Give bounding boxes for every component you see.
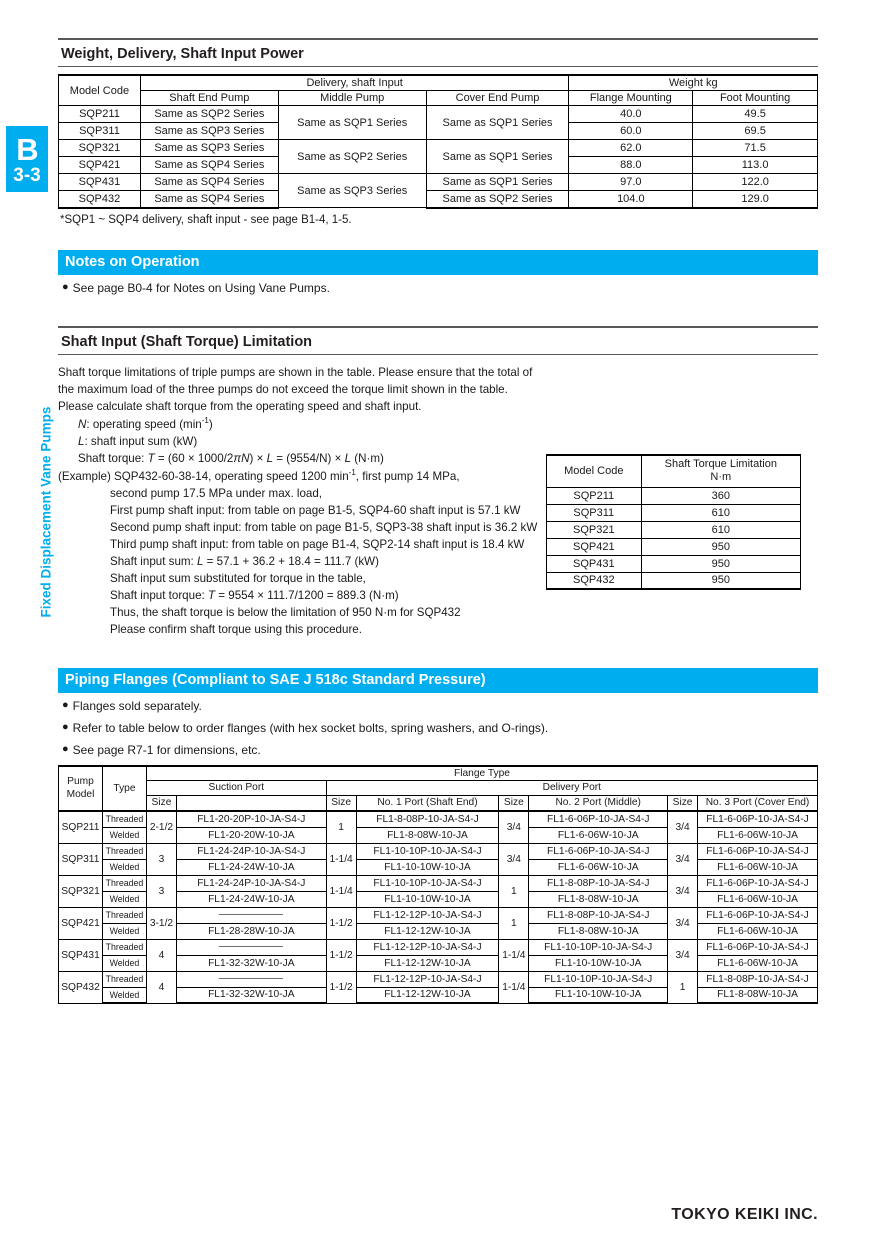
table-row — [59, 907, 818, 923]
cell-suction-size: 3-1/2 — [146, 907, 176, 939]
cell-port1-threaded: FL1-10-10P-10-JA-S4-J — [356, 843, 499, 859]
cell-port3-threaded: FL1-8-08P-10-JA-S4-J — [698, 971, 818, 987]
col-group-delivery-port: Delivery Port — [326, 780, 817, 795]
cell-port3-size: 3/4 — [668, 875, 698, 907]
col-header-shaft-end-pump: Shaft End Pump — [140, 91, 278, 106]
torque-example-line-9: Thus, the shaft torque is below the limitation of 950 N·m for SQP432 — [110, 606, 461, 620]
torque-example-line-2: second pump 17.5 MPa under max. load, — [110, 487, 323, 501]
flanges-bullet-1-text: Flanges sold separately. — [72, 699, 202, 714]
bullet-dot-icon: ● — [62, 720, 69, 733]
cell-port3-welded: FL1-6-06W-10-JA — [698, 859, 818, 875]
cell-port2-size: 3/4 — [499, 811, 529, 843]
col-header-port1: No. 1 Port (Shaft End) — [356, 795, 499, 811]
cell-suction-threaded-none — [176, 939, 326, 955]
cell-shaft-end: Same as SQP3 Series — [140, 140, 278, 157]
table-row — [59, 191, 818, 208]
cell-flange-weight: 60.0 — [569, 123, 693, 140]
cell-torque-limit: 610 — [641, 521, 800, 538]
cell-foot-weight: 49.5 — [693, 106, 818, 123]
not-available-dash-icon — [219, 946, 283, 947]
cell-port3-threaded: FL1-6-06P-10-JA-S4-J — [698, 811, 818, 827]
cell-flange-weight: 97.0 — [569, 174, 693, 191]
cell-shaft-end: Same as SQP4 Series — [140, 191, 278, 208]
cell-port2-size: 1 — [499, 907, 529, 939]
cell-torque-limit: 610 — [641, 504, 800, 521]
footer-company-name: TOKYO KEIKI INC. — [671, 1206, 818, 1223]
table-row — [59, 140, 818, 157]
table-row — [59, 106, 818, 123]
torque-example-line-8: Shaft input torque: T = 9554 × 111.7/1200 = 889.3 (N·m) — [110, 589, 399, 603]
cell-port3-threaded: FL1-6-06P-10-JA-S4-J — [698, 939, 818, 955]
table-row — [59, 939, 818, 955]
col-group-delivery: Delivery, shaft Input — [140, 75, 569, 91]
cell-pump-model: SQP311 — [59, 843, 103, 875]
cell-suction-welded: FL1-24-24W-10-JA — [176, 891, 326, 907]
cell-flange-weight: 88.0 — [569, 157, 693, 174]
bullet-dot-icon: ● — [62, 742, 69, 755]
cell-port2-size: 1-1/4 — [499, 971, 529, 1003]
flanges-bullet-2-text: Refer to table below to order flanges (with hex socket bolts, spring washers, and O-rings). — [72, 720, 549, 735]
table-row — [547, 555, 801, 572]
cell-type-threaded: Threaded — [102, 907, 146, 923]
sidebar-vertical-label-wrap — [14, 200, 54, 618]
cell-suction-threaded-none — [176, 907, 326, 923]
cell-cover-end-pump: Same as SQP1 Series — [426, 106, 569, 140]
cell-port2-welded: FL1-10-10W-10-JA — [529, 987, 668, 1003]
cell-suction-size: 4 — [146, 939, 176, 971]
notes-bullet-1-text: See page B0-4 for Notes on Using Vane Pumps. — [72, 280, 330, 295]
chapter-tab-letter: B — [16, 131, 38, 167]
cell-port1-threaded: FL1-12-12P-10-JA-S4-J — [356, 907, 499, 923]
cell-type-welded: Welded — [102, 987, 146, 1003]
cell-port3-size: 1 — [668, 971, 698, 1003]
cell-type-threaded: Threaded — [102, 843, 146, 859]
cell-port3-size: 3/4 — [668, 811, 698, 843]
cell-model: SQP421 — [59, 157, 141, 174]
section-title-torque: Shaft Input (Shaft Torque) Limitation — [58, 326, 818, 355]
cell-suction-size: 3 — [146, 875, 176, 907]
col-header-port3: No. 3 Port (Cover End) — [698, 795, 818, 811]
cell-type-welded: Welded — [102, 955, 146, 971]
torque-example-line-7: Shaft input sum substituted for torque in the table, — [110, 572, 366, 586]
cell-middle-pump: Same as SQP2 Series — [278, 140, 426, 174]
cell-shaft-end: Same as SQP4 Series — [140, 157, 278, 174]
col-group-weight: Weight kg — [569, 75, 818, 91]
cell-port1-welded: FL1-12-12W-10-JA — [356, 987, 499, 1003]
cell-suction-threaded: FL1-24-24P-10-JA-S4-J — [176, 843, 326, 859]
cell-model: SQP211 — [59, 106, 141, 123]
cell-middle-pump: Same as SQP1 Series — [278, 106, 426, 140]
cell-port2-threaded: FL1-10-10P-10-JA-S4-J — [529, 971, 668, 987]
table-row — [59, 875, 818, 891]
weight-delivery-table — [58, 74, 818, 209]
cell-pump-model: SQP211 — [59, 811, 103, 843]
cell-middle-pump: Same as SQP3 Series — [278, 174, 426, 208]
table-row — [59, 174, 818, 191]
col-header-model-code: Model Code — [59, 75, 141, 106]
cell-port1-size: 1-1/4 — [326, 875, 356, 907]
bullet-dot-icon: ● — [62, 280, 69, 293]
cell-type-welded: Welded — [102, 891, 146, 907]
section-title-weight: Weight, Delivery, Shaft Input Power — [58, 38, 818, 67]
table-row — [547, 572, 801, 589]
table-row — [59, 811, 818, 827]
bullet-dot-icon: ● — [62, 699, 69, 712]
cell-foot-weight: 71.5 — [693, 140, 818, 157]
cell-pump-model: SQP421 — [59, 907, 103, 939]
cell-suction-size: 2-1/2 — [146, 811, 176, 843]
cell-model: SQP431 — [547, 555, 642, 572]
col-header-suction-size: Size — [146, 795, 176, 811]
cell-port2-threaded: FL1-6-06P-10-JA-S4-J — [529, 843, 668, 859]
not-available-dash-icon — [219, 978, 283, 979]
torque-example-line-4: Second pump shaft input: from table on page B1-5, SQP3-38 shaft input is 36.2 kW — [110, 521, 538, 535]
torque-example-line-5: Third pump shaft input: from table on page B1-4, SQP2-14 shaft input is 18.4 kW — [110, 538, 525, 552]
piping-flange-table — [58, 765, 818, 1004]
cell-suction-welded: FL1-24-24W-10-JA — [176, 859, 326, 875]
cell-model: SQP321 — [59, 140, 141, 157]
cell-cover-end-pump: Same as SQP1 Series — [426, 140, 569, 174]
col-header-port3-size: Size — [668, 795, 698, 811]
flanges-bullet-1 — [62, 699, 818, 715]
table-row — [547, 538, 801, 555]
cell-port3-threaded: FL1-6-06P-10-JA-S4-J — [698, 843, 818, 859]
cell-type-threaded: Threaded — [102, 939, 146, 955]
col-header-flange-mounting: Flange Mounting — [569, 91, 693, 106]
cell-suction-threaded-none — [176, 971, 326, 987]
chapter-tab — [6, 126, 48, 192]
cell-torque-limit: 950 — [641, 555, 800, 572]
cell-suction-welded: FL1-32-32W-10-JA — [176, 987, 326, 1003]
cell-foot-weight: 122.0 — [693, 174, 818, 191]
table-row — [547, 487, 801, 504]
col-header-cover-end-pump: Cover End Pump — [426, 91, 569, 106]
cell-type-welded: Welded — [102, 923, 146, 939]
cell-cover-end-pump: Same as SQP2 Series — [426, 191, 569, 208]
shaft-torque-limitation-table — [546, 454, 801, 590]
cell-port2-size: 1 — [499, 875, 529, 907]
cell-suction-welded: FL1-20-20W-10-JA — [176, 827, 326, 843]
torque-paragraph-1: Shaft torque limitations of triple pumps are shown in the table. Please ensure that the total of the maximum load of the three pumps do not exceed the torque limit shown in the table. Please calculate shaft torque from the operating speed and shaft input. — [58, 366, 533, 414]
weight-table-footnote: *SQP1 ~ SQP4 delivery, shaft input - see page B1-4, 1-5. — [60, 213, 352, 226]
cell-port2-welded: FL1-8-08W-10-JA — [529, 923, 668, 939]
cell-model: SQP432 — [547, 572, 642, 589]
table-row — [547, 504, 801, 521]
cell-type-welded: Welded — [102, 859, 146, 875]
cell-port2-threaded: FL1-8-08P-10-JA-S4-J — [529, 875, 668, 891]
cell-port3-welded: FL1-6-06W-10-JA — [698, 923, 818, 939]
cell-model: SQP311 — [59, 123, 141, 140]
torque-def-n: N: operating speed $(\min^{-1})$ — [78, 416, 213, 432]
cell-flange-weight: 104.0 — [569, 191, 693, 208]
cell-port2-threaded: FL1-10-10P-10-JA-S4-J — [529, 939, 668, 955]
section-title-notes: Notes on Operation — [58, 250, 818, 275]
cell-suction-threaded: FL1-20-20P-10-JA-S4-J — [176, 811, 326, 827]
cell-type-threaded: Threaded — [102, 875, 146, 891]
cell-port3-welded: FL1-8-08W-10-JA — [698, 987, 818, 1003]
cell-model: SQP311 — [547, 504, 642, 521]
cell-port3-welded: FL1-6-06W-10-JA — [698, 955, 818, 971]
cell-torque-limit: 950 — [641, 572, 800, 589]
cell-model: SQP321 — [547, 521, 642, 538]
cell-port2-size: 3/4 — [499, 843, 529, 875]
col-header-torque-limit — [641, 455, 800, 487]
cell-port2-welded: FL1-10-10W-10-JA — [529, 955, 668, 971]
torque-example-line-10: Please confirm shaft torque using this procedure. — [110, 623, 362, 637]
cell-port2-welded: FL1-8-08W-10-JA — [529, 891, 668, 907]
cell-port1-welded: FL1-10-10W-10-JA — [356, 859, 499, 875]
cell-shaft-end: Same as SQP2 Series — [140, 106, 278, 123]
torque-def-l: L: shaft input sum (kW) — [78, 435, 198, 449]
cell-port1-threaded: FL1-10-10P-10-JA-S4-J — [356, 875, 499, 891]
cell-port1-size: 1-1/2 — [326, 971, 356, 1003]
cell-port1-welded: FL1-10-10W-10-JA — [356, 891, 499, 907]
table-row — [59, 843, 818, 859]
cell-torque-limit: 360 — [641, 487, 800, 504]
cell-port1-size: 1 — [326, 811, 356, 843]
torque-example-line-1: (Example) SQP432-60-38-14, operating speed 1200 $\min^{-1}$, first pump 14 MPa, — [58, 468, 460, 483]
cell-pump-model: SQP431 — [59, 939, 103, 971]
torque-formula: Shaft torque: T = (60 × 1000/2πN) × L = (9554/N) × L (N·m) — [78, 452, 384, 466]
col-header-torque-limit-line2: N·m — [710, 471, 732, 484]
cell-model: SQP211 — [547, 487, 642, 504]
torque-explanation-body — [58, 364, 543, 638]
cell-foot-weight: 113.0 — [693, 157, 818, 174]
col-header-type: Type — [102, 766, 146, 811]
cell-type-threaded: Threaded — [102, 971, 146, 987]
cell-port3-size: 3/4 — [668, 843, 698, 875]
flanges-bullet-3 — [62, 743, 818, 759]
cell-type-threaded: Threaded — [102, 811, 146, 827]
cell-port1-threaded: FL1-12-12P-10-JA-S4-J — [356, 971, 499, 987]
cell-port3-welded: FL1-6-06W-10-JA — [698, 891, 818, 907]
cell-port1-welded: FL1-8-08W-10-JA — [356, 827, 499, 843]
cell-pump-model: SQP321 — [59, 875, 103, 907]
col-group-flange-type: Flange Type — [146, 766, 817, 780]
cell-port1-size: 1-1/4 — [326, 843, 356, 875]
flanges-bullet-3-text: See page R7-1 for dimensions, etc. — [72, 742, 261, 757]
cell-port1-size: 1-1/2 — [326, 907, 356, 939]
cell-port2-size: 1-1/4 — [499, 939, 529, 971]
cell-shaft-end: Same as SQP4 Series — [140, 174, 278, 191]
cell-suction-welded: FL1-28-28W-10-JA — [176, 923, 326, 939]
notes-bullet-1 — [62, 281, 818, 297]
cell-suction-threaded: FL1-24-24P-10-JA-S4-J — [176, 875, 326, 891]
cell-model: SQP421 — [547, 538, 642, 555]
section-title-flanges: Piping Flanges (Compliant to SAE J 518c Standard Pressure) — [58, 668, 818, 693]
col-header-torque-limit-line1: Shaft Torque Limitation — [664, 457, 777, 470]
cell-flange-weight: 40.0 — [569, 106, 693, 123]
col-header-port2-size: Size — [499, 795, 529, 811]
cell-foot-weight: 69.5 — [693, 123, 818, 140]
cell-port1-size: 1-1/2 — [326, 939, 356, 971]
cell-port1-threaded: FL1-8-08P-10-JA-S4-J — [356, 811, 499, 827]
cell-foot-weight: 129.0 — [693, 191, 818, 208]
cell-shaft-end: Same as SQP3 Series — [140, 123, 278, 140]
torque-example-line-3: First pump shaft input: from table on page B1-5, SQP4-60 shaft input is 57.1 kW — [110, 504, 521, 518]
page-content — [58, 0, 818, 1004]
cell-suction-size: 4 — [146, 971, 176, 1003]
col-header-pump-model: Pump Model — [59, 766, 103, 811]
cell-port3-threaded: FL1-6-06P-10-JA-S4-J — [698, 907, 818, 923]
cell-port3-size: 3/4 — [668, 939, 698, 971]
col-header-port1-size: Size — [326, 795, 356, 811]
chapter-tab-number: 3-3 — [13, 164, 41, 186]
cell-type-welded: Welded — [102, 827, 146, 843]
cell-port1-welded: FL1-12-12W-10-JA — [356, 923, 499, 939]
table-row — [59, 971, 818, 987]
cell-model: SQP432 — [59, 191, 141, 208]
cell-torque-limit: 950 — [641, 538, 800, 555]
cell-port2-threaded: FL1-6-06P-10-JA-S4-J — [529, 811, 668, 827]
cell-port2-threaded: FL1-8-08P-10-JA-S4-J — [529, 907, 668, 923]
cell-suction-welded: FL1-32-32W-10-JA — [176, 955, 326, 971]
sidebar-vertical-label: Fixed Displacement Vane Pumps — [38, 406, 54, 618]
col-header-port2: No. 2 Port (Middle) — [529, 795, 668, 811]
cell-model: SQP431 — [59, 174, 141, 191]
torque-example-line-6: Shaft input sum: L = 57.1 + 36.2 + 18.4 = 111.7 (kW) — [110, 555, 379, 569]
col-group-suction-port: Suction Port — [146, 780, 326, 795]
cell-suction-size: 3 — [146, 843, 176, 875]
cell-port3-welded: FL1-6-06W-10-JA — [698, 827, 818, 843]
cell-pump-model: SQP432 — [59, 971, 103, 1003]
cell-port2-welded: FL1-6-06W-10-JA — [529, 859, 668, 875]
cell-cover-end-pump: Same as SQP1 Series — [426, 174, 569, 191]
col-header-suction-blank — [176, 795, 326, 811]
flanges-bullet-2 — [62, 721, 818, 737]
cell-port3-size: 3/4 — [668, 907, 698, 939]
col-header-model-code: Model Code — [547, 455, 642, 487]
cell-port1-welded: FL1-12-12W-10-JA — [356, 955, 499, 971]
not-available-dash-icon — [219, 914, 283, 915]
col-header-middle-pump: Middle Pump — [278, 91, 426, 106]
cell-port1-threaded: FL1-12-12P-10-JA-S4-J — [356, 939, 499, 955]
cell-port2-welded: FL1-6-06W-10-JA — [529, 827, 668, 843]
table-row — [547, 521, 801, 538]
cell-flange-weight: 62.0 — [569, 140, 693, 157]
cell-port3-threaded: FL1-6-06P-10-JA-S4-J — [698, 875, 818, 891]
col-header-foot-mounting: Foot Mounting — [693, 91, 818, 106]
